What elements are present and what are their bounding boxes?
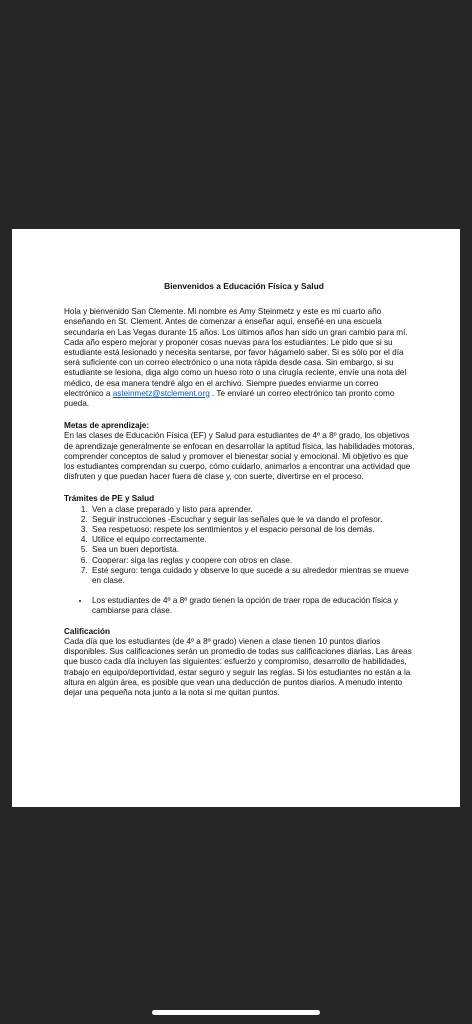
email-link[interactable]: asteinmetz@stclement.org: [112, 388, 210, 398]
list-item: 1. Ven a clase preparado y listo para aprender.: [90, 505, 420, 515]
list-item: 7. Esté seguro: tenga cuidado y observe lo que sucede a su alrededor mientras se mueve en clase.: [90, 566, 420, 586]
list-item: 5. Sea un buen deportista.: [90, 545, 420, 555]
list-item: 2. Seguir instrucciones -Escuchar y seguir las señales que le va dando el profesor.: [90, 515, 420, 525]
procedures-heading: Trámites de PE y Salud: [64, 494, 155, 504]
bullet-list: [64, 596, 420, 616]
grading-heading: Calificación: [64, 626, 110, 636]
bullet-note: • Los estudiantes de 4º a 8º grado tienen la opción de traer ropa de educación física y cambiarse para clase.: [90, 596, 420, 616]
goals-paragraph: En las clases de Educación Física (EF) y Salud para estudiantes de 4º a 8º grado, los objetivos de aprendizaje generalmente se enfocan en desarrollar la aptitud física, las habilidades motoras, comprender conceptos de salud y promover el bienestar social y emocional. Mi objetivo es que los estudiantes comprendan su cuerpo, cómo cuidarlo, animarlos a encontrar una actividad que disfruten y que puedan hacer fuera de clase y, con suerte, divertirse en el proceso.: [64, 431, 415, 482]
procedures-list: [64, 505, 420, 587]
list-item: 6. Cooperar: siga las reglas y coopere con otros en clase.: [90, 556, 420, 566]
list-item: 4. Utilice el equipo correctamente.: [90, 535, 420, 545]
intro-text-end: . Te enviaré un correo electrónico tan pronto como pueda.: [64, 388, 395, 409]
intro-text: Hola y bienvenido San Clemente. Mi nombre es Amy Steinmetz y este es mi cuarto año enseñando en St. Clement. Antes de comenzar a enseñar aquí, enseñé en una escuela secundaria en Las Vegas durante 15 años. Los últimos años han sido un gran cambio para mí. Cada año espero mejorar y proponer cosas nuevas para los estudiantes. Le pido que si su estudiante está lesionado y necesita sentarse, por favor hágamelo saber. Si es sólo por el día será suficiente con un correo electrónico o una nota rápida desde casa. Sin embargo, si su estudiante se lesiona, diga algo como un hueso roto o una cirugía reciente, envíe una nota del médico, de esa manera tendré algo en el archivo. Siempre puedes enviarme un correo electrónico a: [64, 307, 408, 398]
list-item: 3. Sea respetuoso: respete los sentimientos y el espacio personal de los demás.: [90, 525, 420, 535]
document-page: [12, 229, 460, 807]
goals-heading: Metas de aprendizaje:: [64, 421, 150, 431]
intro-paragraph: [64, 307, 420, 409]
grading-paragraph: Cada día que los estudiantes (de 4º a 8º grado) vienen a clase tienen 10 puntos diarios disponibles. Sus calificaciones serán un promedio de todas sus calificaciones diarias. Las áreas que busco cada día incluyen las siguientes: esfuerzo y compromiso, desarrollo de habilidades, trabajo en equipo/deportividad, estar seguro y seguir las reglas. Si los estudiantes no están a la altura en algún área, es posible que vean una deducción de puntos diarios. A menudo intento dejar una pequeña nota junto a la nota si me quitan puntos.: [64, 636, 412, 697]
home-indicator[interactable]: [152, 1010, 320, 1015]
document-title: Bienvenidos a Educación Física y Salud: [164, 281, 324, 291]
